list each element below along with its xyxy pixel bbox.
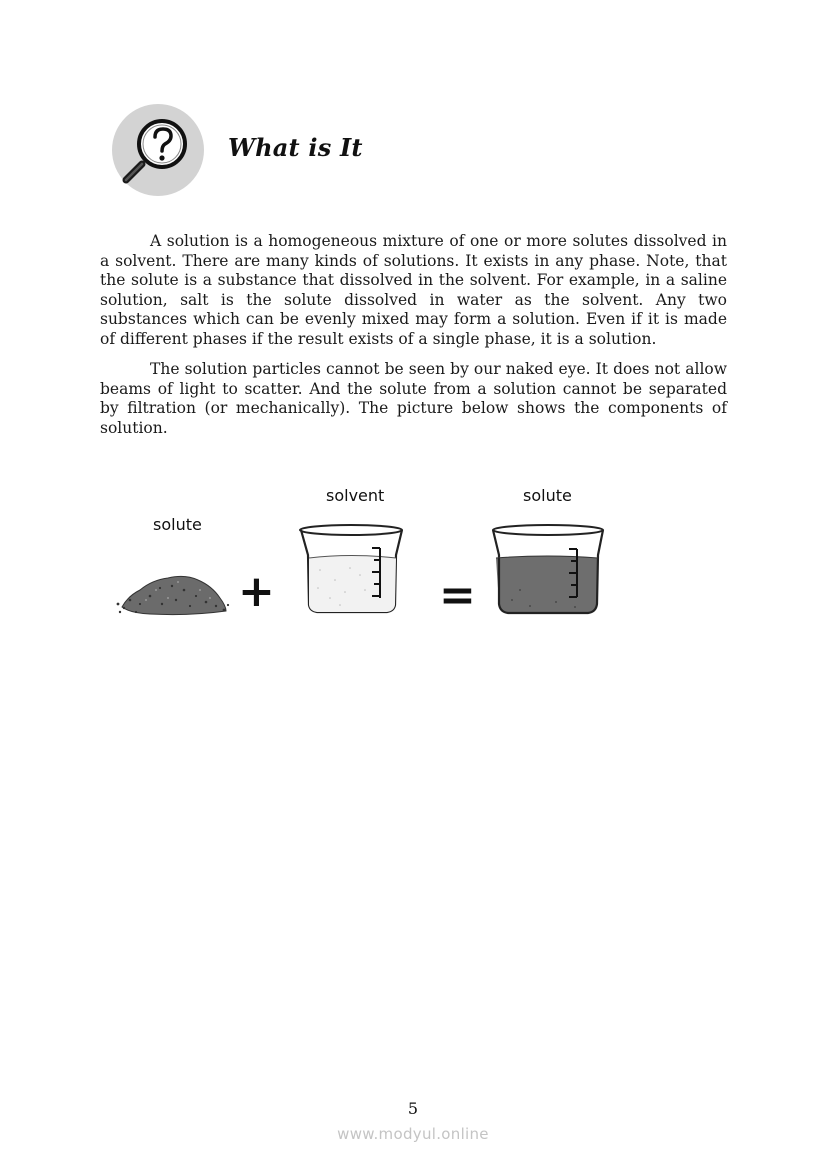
solute-pile-image [117,576,229,614]
paragraph-properties: The solution particles cannot be seen by our naked eye. It does not allow beams of light to scatter. And the solute from a solution cannot be separated by filtration (or mechanically). The picture below shows the components of solution. [100,360,727,437]
magnifier-question-icon [112,104,204,196]
paragraph-definition: A solution is a homogeneous mixture of one or more solutes dissolved in a solvent. There are many kinds of solutions. It exists in any phase. Note, that the solute is a substance that dissolved in the solvent. For example, in a saline solution, salt is the solute dissolved in water as the solvent. Any two substances which can be evenly mixed may form a solution. Even if it is made of different phases if the result exists of a single phase, it is a solution. [100,232,727,348]
solute-label: solute [153,515,202,534]
section-title: What is It [228,133,363,162]
solvent-label: solvent [326,486,385,505]
solution-beaker-image [493,525,603,613]
solution-label: solute [523,486,572,505]
watermark: www.modyul.online [337,1125,489,1143]
page-number: 5 [407,1099,419,1118]
equals-sign: = [439,570,476,621]
plus-sign: + [238,566,275,617]
solvent-beaker-image [300,525,402,612]
